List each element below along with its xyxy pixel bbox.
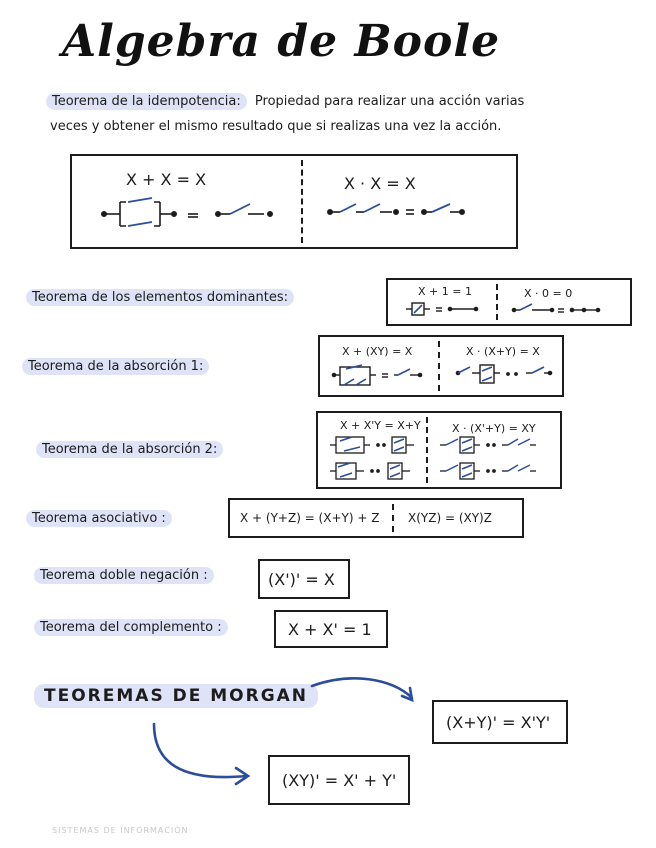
dominantes-and-formula: X · 0 = 0 <box>524 287 573 300</box>
idempotencia-or-circuit <box>100 196 290 236</box>
absorcion1-box <box>318 335 564 397</box>
page-title: Algebra de Boole <box>62 16 501 67</box>
doble-negacion-label-row <box>34 568 214 583</box>
idempotencia-label: Teorema de la idempotencia: <box>46 93 247 110</box>
idempotencia-and-formula: X · X = X <box>344 174 416 193</box>
dominantes-or-circuit <box>406 300 496 320</box>
complemento-label-row <box>34 620 228 635</box>
dominantes-and-circuit <box>512 302 622 322</box>
morgan-label: TEOREMAS DE MORGAN <box>34 684 318 708</box>
doble-negacion-box <box>258 559 350 599</box>
morgan-box-2 <box>268 755 410 805</box>
asociativo-prod-formula: X(YZ) = (XY)Z <box>408 511 492 525</box>
asociativo-sum-formula: X + (Y+Z) = (X+Y) + Z <box>240 511 380 525</box>
asociativo-label-row <box>26 511 172 526</box>
absorcion2-divider <box>426 417 428 483</box>
asociativo-label: Teorema asociativo : <box>26 510 172 527</box>
absorcion2-label: Teorema de la absorción 2: <box>36 441 223 458</box>
doble-negacion-label: Teorema doble negación : <box>34 567 214 584</box>
absorcion2-or-formula: X + X'Y = X+Y <box>340 419 421 432</box>
idempotencia-divider <box>301 160 303 243</box>
dominantes-divider <box>496 284 498 320</box>
complemento-box <box>274 610 388 648</box>
dominantes-label-row <box>26 290 294 305</box>
arrow-to-formula1 <box>312 678 412 698</box>
absorcion2-and-formula: X · (X'+Y) = XY <box>452 422 536 435</box>
absorcion1-and-formula: X · (X+Y) = X <box>466 345 540 358</box>
dominantes-label: Teorema de los elementos dominantes: <box>26 289 294 306</box>
absorcion2-box <box>316 411 562 489</box>
dominantes-box <box>386 278 632 326</box>
complemento-label: Teorema del complemento : <box>34 619 228 636</box>
absorcion1-or-circuit <box>332 363 432 391</box>
morgan-box-1 <box>432 700 568 744</box>
morgan-formula-1: (X+Y)' = X'Y' <box>446 713 551 732</box>
dominantes-or-formula: X + 1 = 1 <box>418 285 472 298</box>
idempotencia-desc-line1: Propiedad para realizar una acción varias <box>254 94 525 109</box>
idempotencia-desc-line2: veces y obtener el mismo resultado que si realizas una vez la acción. <box>50 119 502 134</box>
idempotencia-or-formula: X + X = X <box>126 170 207 189</box>
absorcion2-and-circuit <box>440 435 550 485</box>
absorcion2-or-circuit <box>330 435 426 485</box>
complemento-formula: X + X' = 1 <box>288 620 372 639</box>
absorcion1-label-row <box>22 359 209 374</box>
absorcion1-divider <box>438 341 440 391</box>
idempotencia-box <box>70 154 518 249</box>
arrow-to-formula2 <box>154 724 246 777</box>
asociativo-box <box>228 498 524 538</box>
footer-text: SISTEMAS DE INFORMACIÓN <box>52 826 189 835</box>
idempotencia-and-circuit <box>326 196 516 236</box>
absorcion2-label-row <box>36 442 223 457</box>
idempotencia-label-row <box>46 94 524 109</box>
doble-negacion-formula: (X')' = X <box>268 570 335 589</box>
absorcion1-label: Teorema de la absorción 1: <box>22 358 209 375</box>
absorcion1-or-formula: X + (XY) = X <box>342 345 413 358</box>
asociativo-divider <box>392 504 394 532</box>
absorcion1-and-circuit <box>456 363 556 391</box>
morgan-formula-2: (XY)' = X' + Y' <box>282 771 397 790</box>
